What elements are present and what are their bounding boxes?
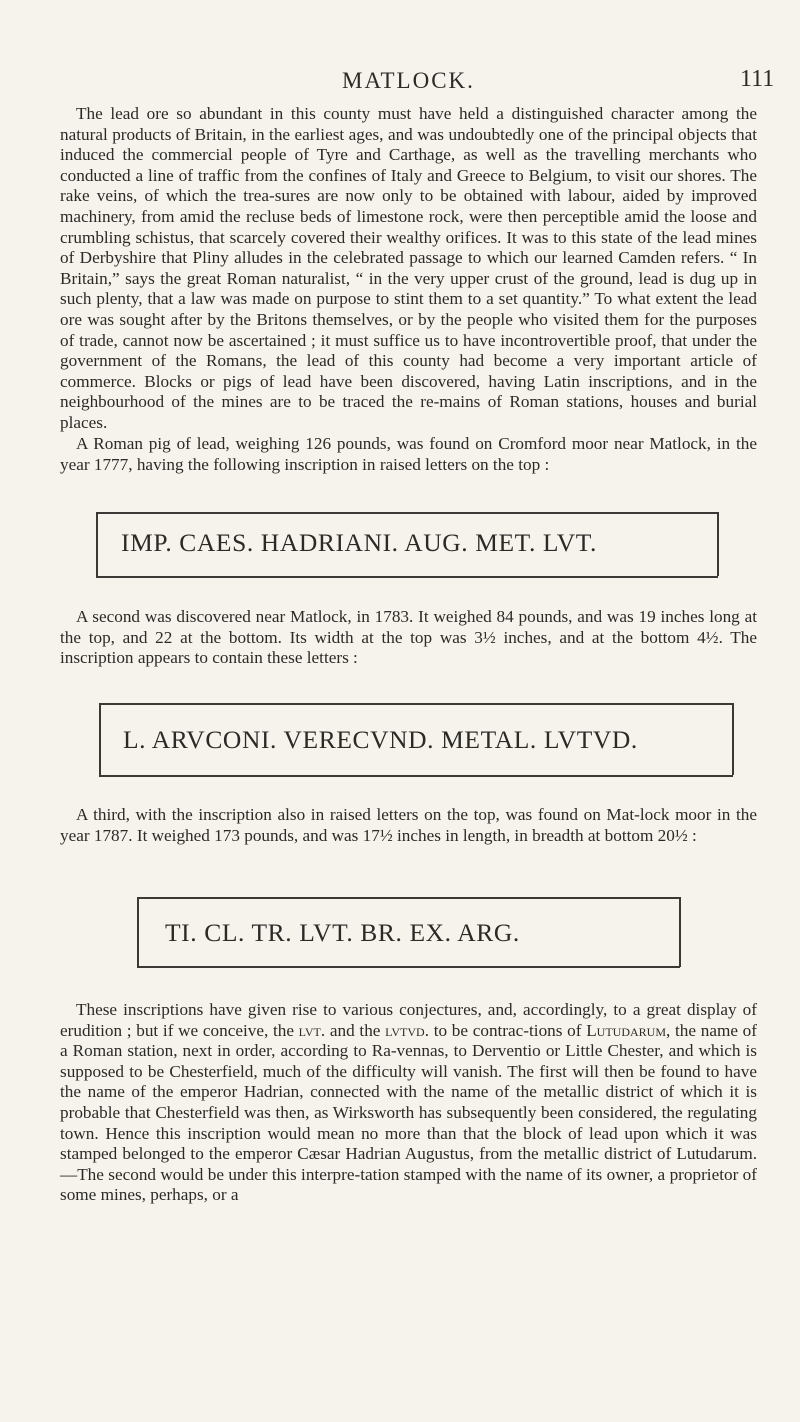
- conjectures-text-1: These inscriptions have given rise to various conjectures, and, accordingly, to a great display of erudition ; but if we conceive, the: [60, 1000, 757, 1040]
- running-head: MATLOCK.: [342, 68, 475, 93]
- paragraph-lead-ore-text: The lead ore so abundant in this county must have held a distinguished character among the natural products of Britain, in the earliest ages, and was undoubtedly one of the principal objects that induced the commercial people of Tyre and Carthage, as well as the travelling merchants who conducted a line of traffic from the confines of Italy and Greece to Belgium, to visit our shores. The rake veins, of which the trea-sures are now only to be obtained with labour, aided by improved machinery, from amid the recluse beds of limestone rock, were then perceptible amid the loose and crumbling schistus, that scarcely covered their wealthy orifices. It was to this state of the lead mines of Derbyshire that Pliny alludes in the celebrated passage to which our learned Camden refers. “ In Britain,” says the great Roman naturalist, “ in the very upper crust of the ground, lead is dug up in such plenty, that a law was made on purpose to stint them to a set quantity.” To what extent the lead ore was sought after by the Britons themselves, or by the people who visited them for the purposes of trade, cannot now be ascertained ; it must suffice us to have incontrovertible proof, that under the government of the Romans, the lead of this county had become a very important article of commerce. Blocks or pigs of lead have been discovered, having Latin inscriptions, and in the neighbourhood of the mines are to be traced the re-mains of Roman stations, houses and burial places.: [60, 104, 757, 432]
- paragraph-second-pig-text: A second was discovered near Matlock, in 1783. It weighed 84 pounds, and was 19 inches long at the top, and 22 at the bottom. Its width at the top was 3½ inches, and at the bottom 4½. The inscription appears to contain these letters :: [60, 607, 757, 668]
- inscription-1-bottom-rule: [96, 576, 718, 578]
- paragraph-third-pig-text: A third, with the inscription also in raised letters on the top, was found on Mat-lock moor in the year 1787. It weighed 173 pounds, and was 17½ inches in length, in breadth at bottom 20½ :: [60, 805, 757, 845]
- page-number: 111: [740, 66, 775, 92]
- paragraph-lead-ore: [60, 104, 757, 434]
- conjectures-abbr-lvt: lvt.: [298, 1020, 326, 1040]
- inscription-2-left-rule: [99, 703, 101, 775]
- inscription-1-left-rule: [96, 512, 98, 576]
- inscription-3-right-rule: [679, 897, 681, 967]
- inscription-2-bottom-rule: [99, 775, 733, 777]
- paragraph-conjectures: [60, 1000, 757, 1206]
- conjectures-text-2: and the: [325, 1020, 386, 1040]
- inscription-2-right-rule: [732, 703, 734, 775]
- inscription-1-right-rule: [717, 512, 719, 576]
- inscription-2-text: L. ARVCONI. VERECVND. METAL. LVTVD.: [123, 725, 638, 754]
- paragraph-first-pig-text: A Roman pig of lead, weighing 126 pounds, was found on Cromford moor near Matlock, in the year 1777, having the following inscription in raised letters on the top :: [60, 434, 757, 474]
- conjectures-lutudarum: Lutudarum: [586, 1020, 667, 1040]
- conjectures-text-4: , the name of a Roman station, next in order, according to Ra-vennas, to Derventio or Little Chester, and which is supposed to be Chesterfield, much of the difficulty will vanish. The first will then be found to have the name of the emperor Hadrian, connected with the name of the metallic district of which it is probable that Chesterfield was then, as Wirksworth has subsequently been considered, the regulating town. Hence this inscription would mean no more than that the block of lead upon which it was stamped belonged to the emperor Cæsar Hadrian Augustus, from the metallic district of Lutudarum.—The second would be under this interpre-tation stamped with the name of its owner, a proprietor of some mines, perhaps, or a: [60, 1020, 757, 1205]
- inscription-3-top-rule: [137, 897, 680, 899]
- inscription-3-text: TI. CL. TR. LVT. BR. EX. ARG.: [165, 918, 520, 947]
- paragraph-third-pig: [60, 805, 757, 846]
- conjectures-text-3: to be contrac-tions of: [429, 1020, 587, 1040]
- inscription-1-top-rule: [96, 512, 718, 514]
- paragraph-first-pig: [60, 434, 757, 475]
- inscription-1-text: IMP. CAES. HADRIANI. AUG. MET. LVT.: [121, 528, 598, 557]
- inscription-3-bottom-rule: [137, 966, 680, 968]
- inscription-3-left-rule: [137, 897, 139, 967]
- paragraph-second-pig: [60, 607, 757, 669]
- conjectures-abbr-lvtvd: lvtvd.: [385, 1020, 429, 1040]
- inscription-2-top-rule: [99, 703, 733, 705]
